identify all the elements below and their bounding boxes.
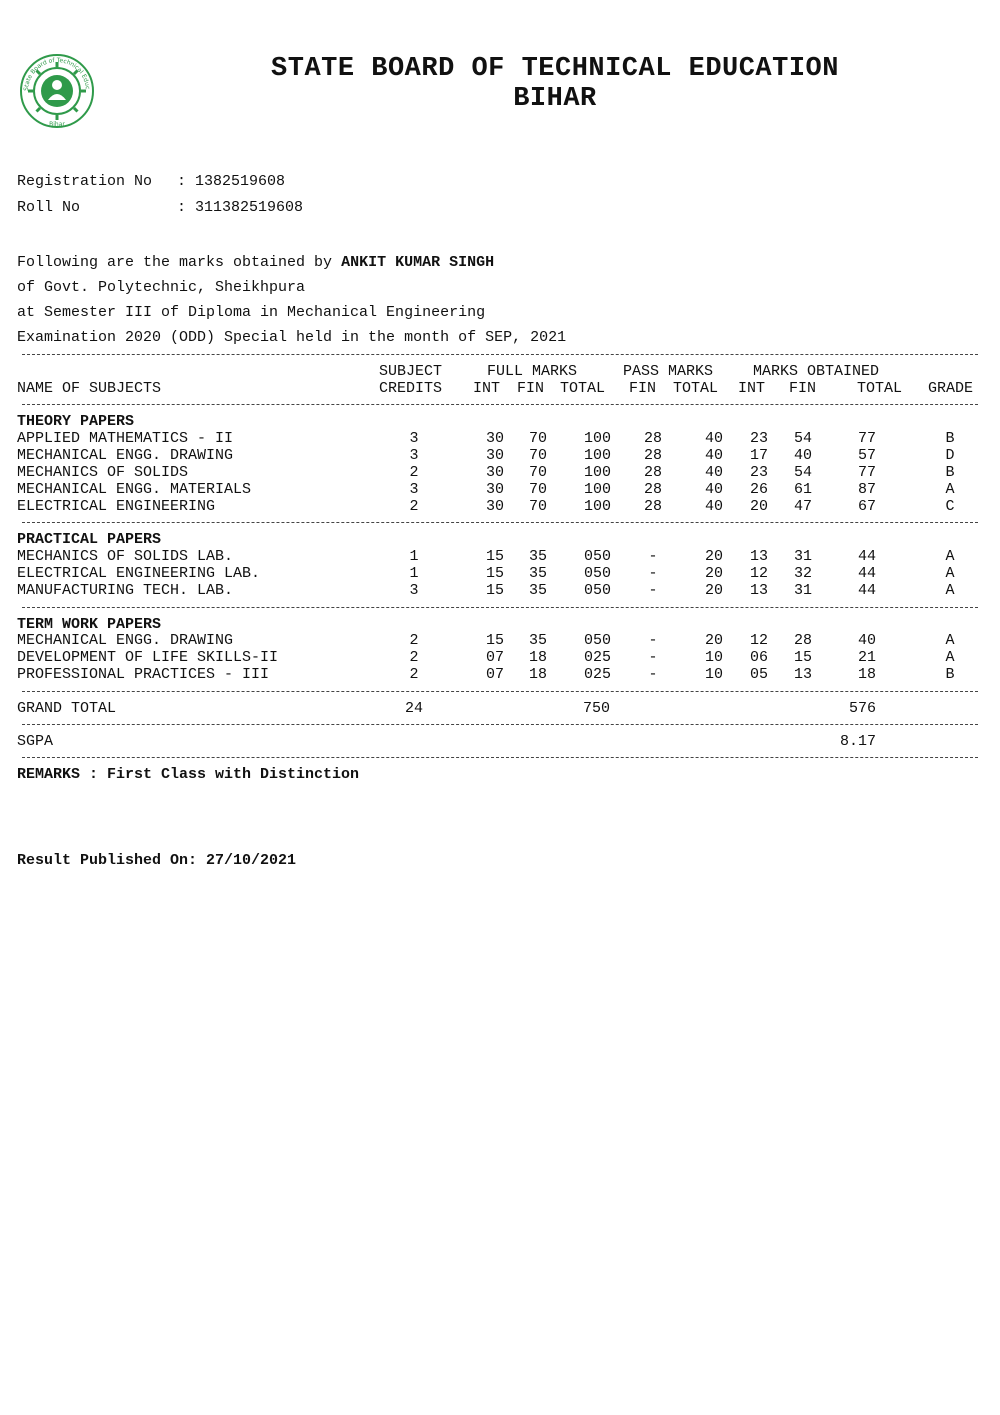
table-row: [0, 565, 1000, 582]
grand-total-obtained: 576: [848, 700, 876, 717]
section-title-practical: PRACTICAL PAPERS: [17, 531, 162, 548]
obt-fin-cell: 28: [793, 632, 812, 649]
obt-int-cell: 05: [749, 666, 768, 683]
obt-total-cell: 44: [857, 565, 876, 582]
full-fin-cell: 70: [528, 498, 547, 515]
obt-total-header: TOTAL: [857, 380, 903, 397]
full-fin-cell: 18: [528, 649, 547, 666]
full-total-cell: 050: [583, 582, 611, 599]
grade-cell: A: [945, 565, 955, 582]
intro-text: Following are the marks obtained by: [17, 254, 333, 271]
credits-header-top: SUBJECT: [379, 363, 443, 380]
full-int-cell: 15: [485, 632, 504, 649]
registration-label: Registration No: [17, 173, 153, 190]
obt-int-cell: 06: [749, 649, 768, 666]
logo-caption: Bihar: [49, 121, 65, 128]
grade-cell: B: [945, 430, 955, 447]
table-header-top: [0, 363, 1000, 380]
grand-total-full: 750: [582, 700, 610, 717]
credits-cell: 2: [409, 632, 419, 649]
roll-value: : 311382519608: [177, 199, 304, 216]
full-fin-cell: 70: [528, 447, 547, 464]
obt-total-cell: 18: [857, 666, 876, 683]
obt-fin-cell: 31: [793, 548, 812, 565]
obt-total-cell: 67: [857, 498, 876, 515]
pass-fin-cell: -: [648, 565, 658, 582]
published-date: Result Published On: 27/10/2021: [17, 852, 297, 869]
table-row: [0, 498, 1000, 515]
pass-total-cell: 10: [704, 666, 723, 683]
section-title-termwork: TERM WORK PAPERS: [17, 616, 162, 633]
section-title-theory: THEORY PAPERS: [17, 413, 135, 430]
pass-fin-header: FIN: [629, 380, 657, 397]
full-total-cell: 025: [583, 649, 611, 666]
obt-int-cell: 13: [749, 548, 768, 565]
student-name: ANKIT KUMAR SINGH: [341, 254, 495, 271]
obt-total-cell: 40: [857, 632, 876, 649]
full-int-cell: 07: [485, 666, 504, 683]
full-fin-cell: 35: [528, 565, 547, 582]
subject-name: MECHANICS OF SOLIDS LAB.: [17, 548, 234, 565]
full-total-cell: 050: [583, 632, 611, 649]
obt-fin-cell: 61: [793, 481, 812, 498]
full-int-cell: 15: [485, 548, 504, 565]
divider: [22, 404, 978, 405]
obt-total-cell: 57: [857, 447, 876, 464]
pass-fin-cell: -: [648, 649, 658, 666]
pass-total-cell: 40: [704, 481, 723, 498]
grand-total-row: [0, 700, 1000, 717]
obt-total-cell: 77: [857, 464, 876, 481]
registration-value: : 1382519608: [177, 173, 286, 190]
full-total-cell: 050: [583, 565, 611, 582]
obt-fin-cell: 47: [793, 498, 812, 515]
sgpa-label: SGPA: [17, 733, 54, 750]
full-total-cell: 025: [583, 666, 611, 683]
subject-name: PROFESSIONAL PRACTICES - III: [17, 666, 270, 683]
pass-fin-cell: 28: [643, 481, 662, 498]
full-marks-header: FULL MARKS: [487, 363, 578, 380]
obt-int-cell: 17: [749, 447, 768, 464]
full-fin-cell: 35: [528, 582, 547, 599]
sgpa-row: [0, 733, 1000, 750]
divider: [22, 607, 978, 608]
obt-fin-cell: 15: [793, 649, 812, 666]
obt-fin-cell: 54: [793, 464, 812, 481]
credits-cell: 3: [409, 582, 419, 599]
subject-name: MECHANICAL ENGG. MATERIALS: [17, 481, 252, 498]
pass-total-cell: 20: [704, 548, 723, 565]
grade-cell: A: [945, 481, 955, 498]
obt-total-cell: 21: [857, 649, 876, 666]
obt-int-cell: 23: [749, 464, 768, 481]
table-row: [0, 447, 1000, 464]
remarks: REMARKS : First Class with Distinction: [17, 766, 360, 783]
grade-cell: C: [945, 498, 955, 515]
pass-fin-cell: -: [648, 632, 658, 649]
full-fin-cell: 70: [528, 481, 547, 498]
subject-name: ELECTRICAL ENGINEERING: [17, 498, 216, 515]
credits-cell: 2: [409, 498, 419, 515]
full-int-cell: 30: [485, 464, 504, 481]
full-int-cell: 15: [485, 565, 504, 582]
grade-cell: B: [945, 666, 955, 683]
divider: [22, 354, 978, 355]
credits-header: CREDITS: [379, 380, 443, 397]
obt-int-cell: 12: [749, 632, 768, 649]
grade-cell: A: [945, 582, 955, 599]
subjects-header: NAME OF SUBJECTS: [17, 380, 162, 397]
pass-total-cell: 40: [704, 464, 723, 481]
exam-line: Examination 2020 (ODD) Special held in the month of SEP, 2021: [17, 329, 567, 346]
full-total-cell: 100: [583, 498, 611, 515]
obt-fin-header: FIN: [789, 380, 817, 397]
obt-int-header: INT: [738, 380, 766, 397]
board-logo: [18, 52, 96, 130]
pass-total-cell: 40: [704, 430, 723, 447]
table-row: [0, 481, 1000, 498]
divider: [22, 691, 978, 692]
divider: [22, 522, 978, 523]
full-int-cell: 30: [485, 481, 504, 498]
pass-fin-cell: -: [648, 582, 658, 599]
full-fin-cell: 35: [528, 548, 547, 565]
pass-total-cell: 20: [704, 632, 723, 649]
full-total-cell: 100: [583, 481, 611, 498]
full-total-cell: 050: [583, 548, 611, 565]
intro-line: [17, 254, 494, 271]
table-row: [0, 649, 1000, 666]
full-int-cell: 07: [485, 649, 504, 666]
obt-int-cell: 23: [749, 430, 768, 447]
credits-cell: 2: [409, 666, 419, 683]
subject-name: MECHANICS OF SOLIDS: [17, 464, 189, 481]
credits-cell: 1: [409, 548, 419, 565]
grade-cell: D: [945, 447, 955, 464]
grade-cell: A: [945, 632, 955, 649]
credits-cell: 3: [409, 481, 419, 498]
full-int-cell: 15: [485, 582, 504, 599]
pass-total-cell: 40: [704, 447, 723, 464]
subject-name: APPLIED MATHEMATICS - II: [17, 430, 234, 447]
table-row: [0, 582, 1000, 599]
pass-total-cell: 20: [704, 582, 723, 599]
obt-fin-cell: 32: [793, 565, 812, 582]
full-total-header: TOTAL: [560, 380, 606, 397]
credits-cell: 3: [409, 447, 419, 464]
full-int-cell: 30: [485, 447, 504, 464]
pass-total-cell: 10: [704, 649, 723, 666]
obt-fin-cell: 40: [793, 447, 812, 464]
pass-fin-cell: 28: [643, 430, 662, 447]
grand-total-label: GRAND TOTAL: [17, 700, 117, 717]
obt-int-cell: 12: [749, 565, 768, 582]
full-int-header: INT: [473, 380, 501, 397]
page-title: STATE BOARD OF TECHNICAL EDUCATION: [271, 54, 839, 84]
table-row: [0, 666, 1000, 683]
obt-int-cell: 13: [749, 582, 768, 599]
full-int-cell: 30: [485, 498, 504, 515]
obt-total-cell: 44: [857, 548, 876, 565]
full-fin-cell: 70: [528, 430, 547, 447]
full-total-cell: 100: [583, 464, 611, 481]
pass-fin-cell: -: [648, 666, 658, 683]
credits-cell: 2: [409, 649, 419, 666]
divider: [22, 757, 978, 758]
table-row: [0, 430, 1000, 447]
obt-fin-cell: 54: [793, 430, 812, 447]
table-row: [0, 464, 1000, 481]
pass-fin-cell: 28: [643, 498, 662, 515]
pass-total-header: TOTAL: [673, 380, 719, 397]
pass-marks-header: PASS MARKS: [623, 363, 714, 380]
obt-int-cell: 20: [749, 498, 768, 515]
pass-fin-cell: 28: [643, 447, 662, 464]
seal-icon: [18, 52, 96, 130]
subject-name: DEVELOPMENT OF LIFE SKILLS-II: [17, 649, 279, 666]
logo-ring-text: State Board of Technical Educ: [22, 56, 91, 92]
sgpa-value: 8.17: [839, 733, 876, 750]
subject-name: MANUFACTURING TECH. LAB.: [17, 582, 234, 599]
table-header: [0, 380, 1000, 397]
subject-name: MECHANICAL ENGG. DRAWING: [17, 632, 234, 649]
grade-cell: A: [945, 649, 955, 666]
full-fin-header: FIN: [517, 380, 545, 397]
pass-fin-cell: 28: [643, 464, 662, 481]
roll-label: Roll No: [17, 199, 81, 216]
page-subtitle: BIHAR: [513, 84, 597, 114]
pass-total-cell: 20: [704, 565, 723, 582]
obt-total-cell: 44: [857, 582, 876, 599]
obt-fin-cell: 13: [793, 666, 812, 683]
divider: [22, 724, 978, 725]
credits-cell: 2: [409, 464, 419, 481]
grade-cell: B: [945, 464, 955, 481]
full-fin-cell: 18: [528, 666, 547, 683]
subject-name: MECHANICAL ENGG. DRAWING: [17, 447, 234, 464]
grade-header: GRADE: [928, 380, 974, 397]
pass-fin-cell: -: [648, 548, 658, 565]
obt-total-cell: 87: [857, 481, 876, 498]
credits-cell: 1: [409, 565, 419, 582]
obt-fin-cell: 31: [793, 582, 812, 599]
grand-total-credits: 24: [405, 700, 424, 717]
obt-int-cell: 26: [749, 481, 768, 498]
table-row: [0, 548, 1000, 565]
program-line: at Semester III of Diploma in Mechanical Engineering: [17, 304, 486, 321]
credits-cell: 3: [409, 430, 419, 447]
pass-total-cell: 40: [704, 498, 723, 515]
table-row: [0, 632, 1000, 649]
college-line: of Govt. Polytechnic, Sheikhpura: [17, 279, 306, 296]
full-int-cell: 30: [485, 430, 504, 447]
full-total-cell: 100: [583, 430, 611, 447]
marks-obtained-header: MARKS OBTAINED: [753, 363, 880, 380]
full-fin-cell: 70: [528, 464, 547, 481]
grade-cell: A: [945, 548, 955, 565]
subject-name: ELECTRICAL ENGINEERING LAB.: [17, 565, 261, 582]
full-fin-cell: 35: [528, 632, 547, 649]
full-total-cell: 100: [583, 447, 611, 464]
obt-total-cell: 77: [857, 430, 876, 447]
